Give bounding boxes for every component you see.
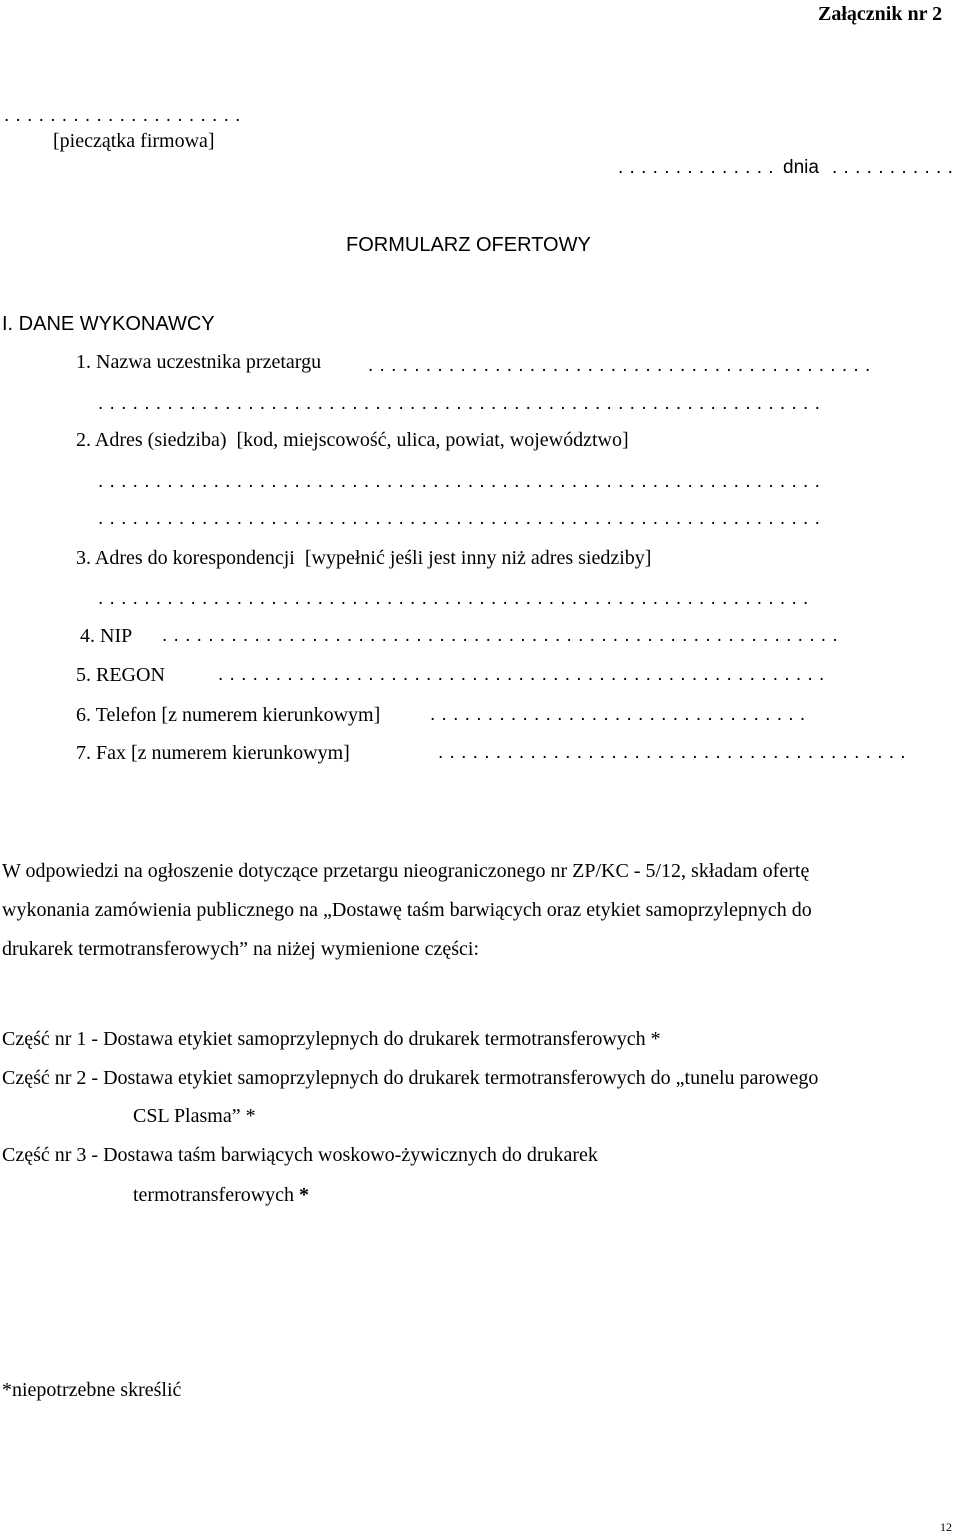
phone-label: 6. Telefon [z numerem kierunkowym] [76, 704, 381, 726]
annex-label: Załącznik nr 2 [818, 3, 943, 25]
page-title: FORMULARZ OFERTOWY [346, 234, 591, 256]
part-2-continuation: CSL Plasma” * [133, 1105, 256, 1127]
part-3-continuation-text: termotransferowych [133, 1184, 295, 1206]
fax-label: 7. Fax [z numerem kierunkowym] [76, 742, 350, 764]
date-dots-after: . . . . . . . . . . . [832, 157, 954, 178]
intro-line-1: W odpowiedzi na ogłoszenie dotyczące przetargu nieograniczonego nr ZP/KC - 5/12, składam ofertę [2, 860, 810, 882]
regon-label: 5. REGON [76, 664, 165, 686]
correspondence-dots: . . . . . . . . . . . . . . . . . . . . . . . . . . . . . . . . . . . . . . . . . . . . . . . . . . . . . . . . . . . . . . [98, 588, 809, 609]
page-number: 12 [940, 1520, 952, 1534]
part-3: Część nr 3 - Dostawa taśm barwiących woskowo-żywicznych do drukarek [2, 1144, 598, 1166]
nip-label: 4. NIP [80, 625, 133, 647]
name-label: 1. Nazwa uczestnika przetargu [76, 351, 322, 373]
correspondence-label: 3. Adres do korespondencji [wypełnić jeśli jest inny niż adres siedziby] [76, 547, 652, 569]
stamp-dots: . . . . . . . . . . . . . . . . . . . . . [4, 105, 241, 126]
part-3-continuation [133, 1185, 309, 1205]
part-1: Część nr 1 - Dostawa etykiet samoprzylepnych do drukarek termotransferowych * [2, 1028, 661, 1050]
address-label: 2. Adres (siedziba) [kod, miejscowość, ulica, powiat, województwo] [76, 429, 629, 451]
phone-dots: . . . . . . . . . . . . . . . . . . . . . . . . . . . . . . . . . [430, 704, 806, 725]
date-word: dnia [783, 157, 819, 178]
regon-dots: . . . . . . . . . . . . . . . . . . . . . . . . . . . . . . . . . . . . . . . . . . . . . . . . . . . . . [218, 664, 825, 685]
date-dots-before: . . . . . . . . . . . . . . [618, 157, 775, 178]
name-dots-2: . . . . . . . . . . . . . . . . . . . . . . . . . . . . . . . . . . . . . . . . . . . . . . . . . . . . . . . . . . . . . . . [98, 393, 821, 414]
fax-dots: . . . . . . . . . . . . . . . . . . . . . . . . . . . . . . . . . . . . . . . . . [438, 742, 907, 763]
address-dots-1: . . . . . . . . . . . . . . . . . . . . . . . . . . . . . . . . . . . . . . . . . . . . . . . . . . . . . . . . . . . . . . . [98, 471, 821, 492]
part-3-asterisk: * [299, 1184, 310, 1206]
stamp-label: [pieczątka firmowa] [53, 130, 215, 152]
name-dots: . . . . . . . . . . . . . . . . . . . . . . . . . . . . . . . . . . . . . . . . . . . . [368, 355, 871, 376]
address-dots-2: . . . . . . . . . . . . . . . . . . . . . . . . . . . . . . . . . . . . . . . . . . . . . . . . . . . . . . . . . . . . . . . [98, 508, 821, 529]
footnote: *niepotrzebne skreślić [2, 1379, 182, 1401]
nip-dots: . . . . . . . . . . . . . . . . . . . . . . . . . . . . . . . . . . . . . . . . . . . . . . . . . . . . . . . . . . . [162, 625, 839, 646]
intro-line-2: wykonania zamówienia publicznego na „Dostawę taśm barwiących oraz etykiet samoprzylepnych do [2, 899, 812, 921]
intro-line-3: drukarek termotransferowych” na niżej wymienione części: [2, 938, 480, 960]
part-2: Część nr 2 - Dostawa etykiet samoprzylepnych do drukarek termotransferowych do „tunelu parowego [2, 1067, 819, 1089]
section-heading: I. DANE WYKONAWCY [2, 313, 215, 335]
